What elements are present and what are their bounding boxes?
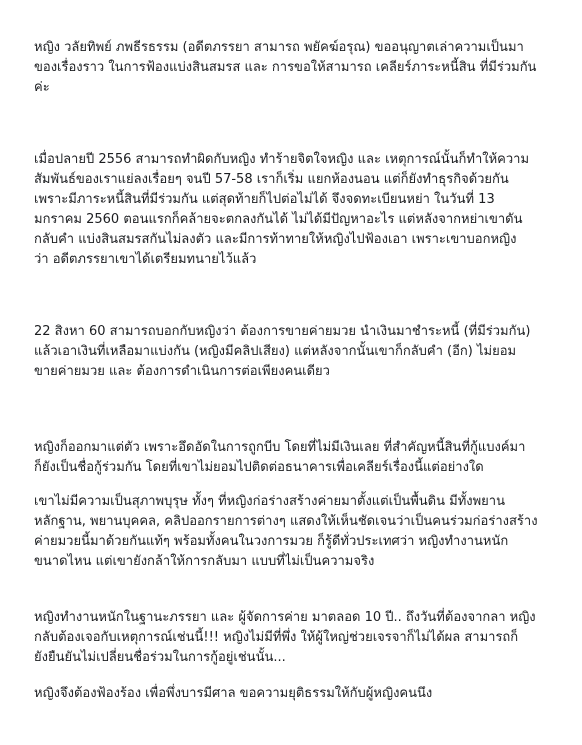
paragraph-lawsuit: หญิงจึงต้องฟ้องร้อง เพื่อพึ่งบารมีศาล ขอความยุติธรรมให้กับผู้หญิงคนนึง (34, 686, 433, 701)
paragraph-boxing-camp-sale: 22 สิงหา 60 สามารถบอกกับหญิงว่า ต้องการขายค่ายมวย นำเงินมาชำระหนี้ (ที่มีร่วมกัน) แล้วเอาเงินที่เหลือมาแบ่งกัน (หญิงมีคลิปเสียง) แต่หลังจากนั้นเขาก็กลับคำ (อีก) ไม่ยอม ขายค่ายมวย และ ต้องการดำเนินการต่อเพียงคนเดียว (34, 324, 531, 379)
paragraph-hard-work: หญิงทำงานหนักในฐานะภรรยา และ ผู้จัดการค่าย มาตลอด 10 ปี.. ถึงวันที่ต้องจากลา หญิง กลับต้องเจอกับเหตุการณ์เช่นนี้!!! หญิงไม่มีที่พึ่ง ให้ผู้ใหญ่ช่วยเจรจาก็ไม่ได้ผล สามารถก็ ยังยืนยันไม่เปลี่ยนชื่อร่วมในการกู้อยู่เช่นนั้น... (34, 610, 536, 665)
paragraph-background: เมื่อปลายปี 2556 สามารถทำผิดกับหญิง ทำร้ายจิตใจหญิง และ เหตุการณ์นั้นก็ทำให้ความ สัมพันธ์ของเราแย่ลงเรื่อยๆ จนปี 57-58 เราก็เริ่ม แยกห้องนอน แต่ก็ยังทำธุรกิจด้วยกัน เพราะมีภาระหนี้สินที่มีร่วมกัน แต่สุดท้ายก็ไปต่อไม่ได้ จึงจดทะเบียนหย่า ในวันที่ 13 มกราคม 2560 ตอนแรกก็คล้ายจะตกลงกันได้ ไม่ได้มีปัญหาอะไร แต่หลังจากหย่าเขาดัน กลับคำ แบ่งสินสมรสกันไม่ลงตัว และมีการท้าทายให้หญิงไปฟ้องเอา เพราะเขาบอกหญิง ว่า อดีตภรรยาเขาได้เตรียมทนายไว้แล้ว (34, 152, 530, 267)
paragraph-introduction: หญิง วลัยทิพย์ ภพธีรธรรม (อดีตภรรยา สามารถ พยัคฆ์อรุณ) ขออนุญาตเล่าความเป็นมา ของเรื่องราว ในการฟ้องแบ่งสินสมรส และ การขอให้สามารถ เคลียร์ภาระหนี้สิน ที่มีร่วมกัน ค่ะ (34, 40, 537, 95)
paragraph-evidence: เขาไม่มีความเป็นสุภาพบุรุษ ทั้งๆ ที่หญิงก่อร่างสร้างค่ายมาตั้งแต่เป็นพื้นดิน มีทั้งพยาน หลักฐาน, พยานบุคคล, คลิปออกรายการต่างๆ แสดงให้เห็นชัดเจนว่าเป็นคนร่วมก่อร่างสร้าง ค่ายมวยนี้มาด้วยกันแท้ๆ พร้อมทั้งคนในวงการมวย ก็รู้ดีทั่วประเทศว่า หญิงทำงานหนัก ขนาดไหน แต่เขายังกล้าให้การกลับมา แบบที่ไม่เป็นความจริง (34, 494, 538, 569)
paragraph-debt: หญิงก็ออกมาแต่ตัว เพราะอึดอัดในการถูกบีบ โดยที่ไม่มีเงินเลย ที่สำคัญหนี้สินที่กู้แบงค์มา ก็ยังเป็นชื่อกู้ร่วมกัน โดยที่เขาไม่ยอมไปติดต่อธนาคารเพื่อเคลียร์เรื่องนี้แต่อย่างใด (34, 440, 526, 475)
